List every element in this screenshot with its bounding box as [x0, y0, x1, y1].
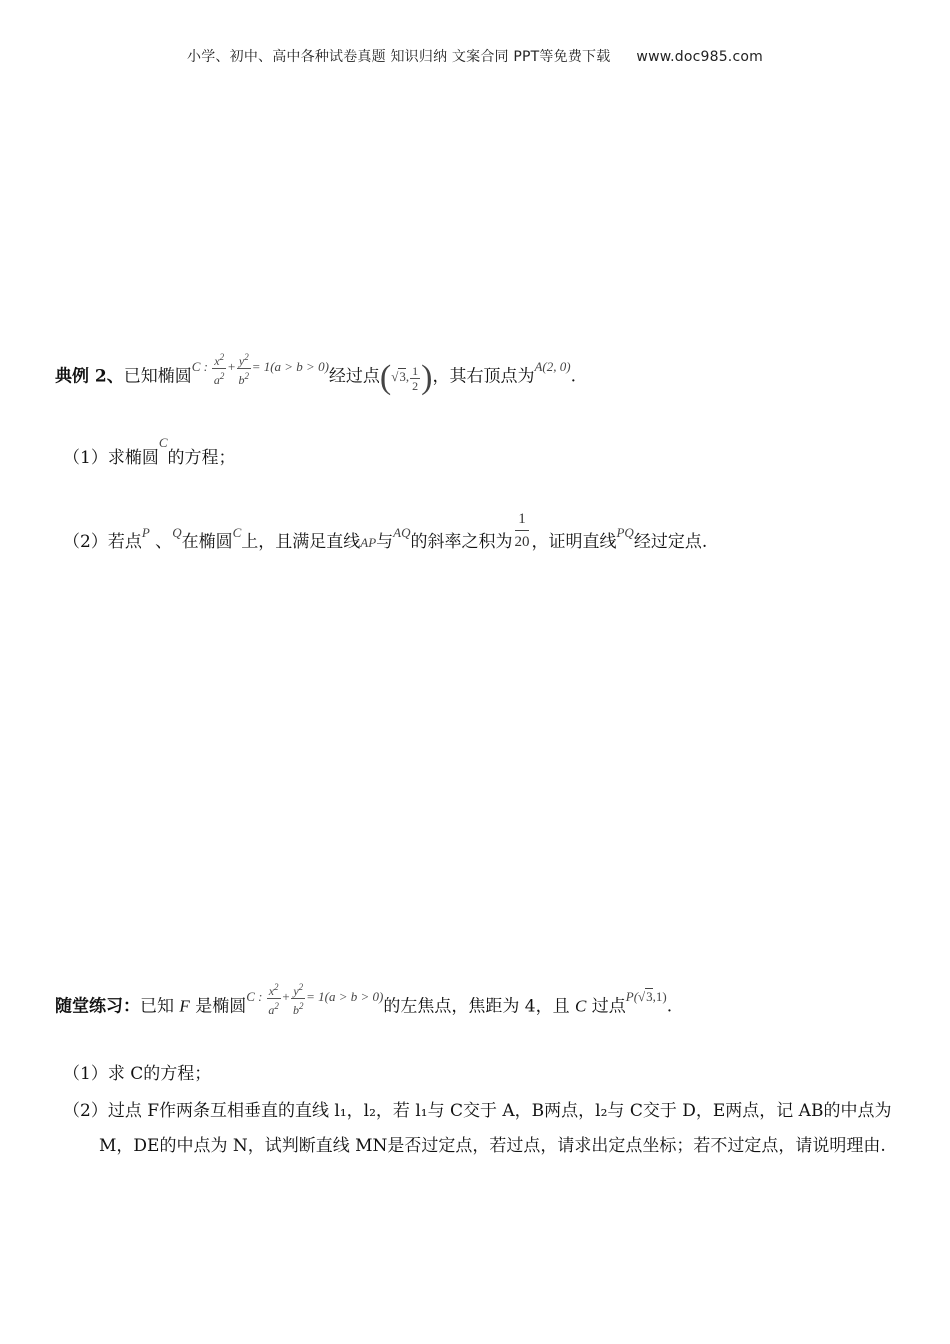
example2-question-1: （1）求椭圆$^C$的方程； [63, 435, 236, 468]
example2-text-1: 已知椭圆 [123, 366, 192, 387]
example2-label: 典例 2、 [55, 366, 124, 387]
page-header [0, 46, 950, 66]
q2-line-aq: AQ [393, 525, 411, 540]
q2-slope-fraction: $\frac{1}{20}$ [514, 508, 529, 553]
header-text: 小学、初中、高中各种试卷真题 知识归纳 文案合同 PPT等免费下载 [187, 49, 611, 65]
q2-ellipse-symbol: C [232, 525, 242, 540]
example2-text-2: 经过点 [328, 366, 380, 387]
practice-ellipse-equation: C : x2 a2 + y2 b2 = 1(a > b > 0) [246, 982, 384, 1017]
example2-point: (√3, $\frac{1}{2}$ ) [379, 359, 433, 397]
example2-question-2: （2）若点$^P$ 、$^Q$在椭圆$^C$上，且满足直线AP与$^{AQ}$的斜率之积为 $\frac{1}{20}$ ，证明直线$^{PQ}$经过定点. [63, 520, 707, 565]
practice-statement: 随堂练习：已知 F 是椭圆$^{C : \frac{x^2}{a^2} + \frac{y^2}{b^2} = 1(a > b > 0)}$的左焦点，焦距为 4，且 C 过点$^{P(√3,1)}$. [55, 982, 673, 1017]
q2-point-p: P [141, 525, 150, 540]
practice-point-p: P(√3,1) [625, 989, 667, 1005]
example2-statement [55, 352, 576, 397]
q1-ellipse-symbol: C [158, 435, 168, 450]
practice-ellipse-symbol: C [575, 996, 587, 1016]
example2-text-4: . [570, 366, 576, 387]
practice-focus-f: F [179, 996, 190, 1016]
practice-label: 随堂练习： [55, 996, 140, 1017]
example2-vertex: A(2, 0) [534, 359, 571, 375]
example2-ellipse-equation: C : x2 a2 + y2 b2 = 1(a > b > 0) [191, 352, 329, 387]
practice-question-1: （1）求 C的方程； [63, 1064, 212, 1084]
header-url: www.doc985.com [636, 49, 763, 65]
example2-text-3: ，其右顶点为 [432, 366, 535, 387]
q2-line-pq: PQ [616, 525, 634, 540]
practice-question-2: （2）过点 F作两条互相垂直的直线 l₁，l₂，若 l₁与 C交于 A，B两点，l₂与 C交于 D，E两点，记 AB的中点为 M，DE的中点为 N，试判断直线 MN是否过定点，若过点，请求出定点坐标；若不过定点，请说明理由. [63, 1101, 892, 1156]
q2-line-ap: AP [360, 535, 377, 550]
q2-point-q: Q [172, 525, 182, 540]
